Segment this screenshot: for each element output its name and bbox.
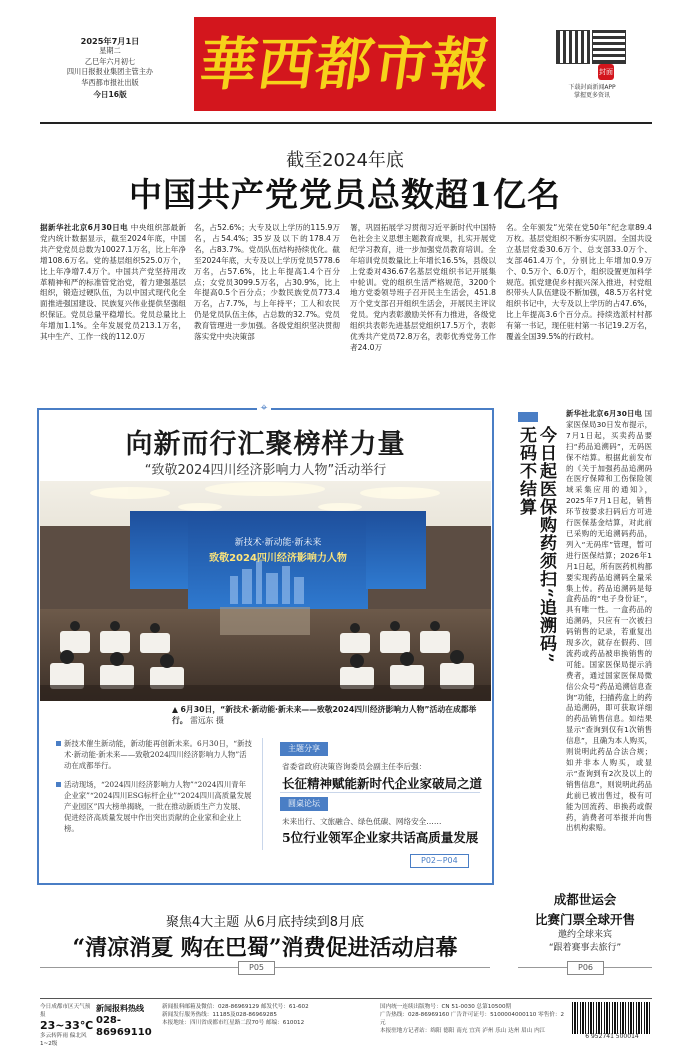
lead-kicker: 截至2024年底 xyxy=(286,150,404,171)
feature-bullets xyxy=(56,738,252,842)
event-photo[interactable] xyxy=(40,481,491,701)
hotline-block xyxy=(96,1003,158,1039)
barcode-number: 6 952741 500014 xyxy=(585,1033,639,1040)
photo-credit: 雷远东 摄 xyxy=(190,716,224,725)
weather-temp: 23~33℃ xyxy=(40,1019,94,1032)
publication-line: 广告热线：028-86969160 广告许可证号：5100004000110 零售价：2元 xyxy=(380,1012,565,1026)
title-marker xyxy=(518,412,538,422)
qr-caption-line1: 下载封面新闻APP xyxy=(568,84,616,91)
lead-headline[interactable]: 中国共产党党员总数超1亿名 xyxy=(129,175,561,214)
caption-text: 6月30日，“新技术·新动能·新未来——致敬2024四川经济影响力人物”活动在成都举行。 xyxy=(172,705,477,725)
lead-column-2 xyxy=(194,223,340,355)
barcode-icon xyxy=(572,1002,652,1034)
bottom-kicker: 聚焦4大主题 从6月底持续到8月底 xyxy=(166,915,364,930)
hotline-label: 新闻报料热线 xyxy=(96,1004,144,1013)
games-title1: 成都世运会 xyxy=(553,892,617,907)
games-sub1: 邀约全球来宾 xyxy=(557,930,612,940)
publication-line: 本报驻地方记者站：绵阳 德阳 南充 宜宾 泸州 乐山 达州 眉山 内江 xyxy=(380,1028,546,1034)
bottom-page-ref[interactable]: P05 xyxy=(238,961,275,975)
topic2-headline[interactable]: 5位行业领军企业家共话高质量发展 xyxy=(282,830,479,845)
sponsor-line: 四川日报报业集团主管主办 xyxy=(66,67,154,77)
games-page-ref[interactable]: P06 xyxy=(567,961,604,975)
newspaper-title: 華西都市報 xyxy=(195,30,495,98)
qr-caption xyxy=(552,84,632,100)
lead-text-3: 署，巩固拓展学习贯彻习近平新时代中国特色社会主义思想主题教育成果，扎实开展党纪学习教育，进一步加强党员教育培训。全年培训党员数量比上年增长16.5%，县级以上党委对436.67名基层党组织书记开展集中轮训。党的组织生活严格规范，3200个地方党委领导班子召开民主生活会，451.8万个党支部召开组织生活会，开展民主评议党员。党内表彰激励关怀有力推进，各级党组织共表彰先进基层党组织17.5万个，表彰优秀共产党员72.8万名，表彰优秀党务工作者24.0万 xyxy=(350,223,496,352)
side-story-body xyxy=(566,409,652,849)
contact-line: 新闻发行服务热线：11185及028-86969285 xyxy=(162,1012,277,1018)
topic2-subjects: 未来出行、文旅融合、绿色低碳、网络安全…… xyxy=(282,817,442,826)
masthead-info xyxy=(40,36,180,100)
lunar-date: 乙巳年六月初七 xyxy=(84,56,136,66)
app-logo-icon: 封面 xyxy=(598,64,614,80)
games-title2: 比赛门票全球开售 xyxy=(534,912,635,927)
feature-page-ref[interactable]: P02~P04 xyxy=(410,854,469,868)
side-dateline: 新华社北京6月30日电 xyxy=(566,409,643,418)
topic1-tag: 主题分享 xyxy=(280,742,328,756)
games-box[interactable] xyxy=(518,890,652,953)
contact-line: 新闻报料邮箱及微信：028-86969129 邮发代号：61-602 xyxy=(162,1004,309,1010)
issue-date: 2025年7月1日 xyxy=(80,36,140,46)
lead-text-4: 名。全年颁发“光荣在党50年”纪念章89.4万枚。基层党组织不断夯实巩固。全国共设立基层党委30.6万个、总支部33.0万个、支部461.4万个，分别比上年增加0.9万个、0.5万个、6.0万个，组织设置更加科学规范。抓党建促乡村振兴深入推进，村党组织带头人队伍建设不断加强，48.5万名村党组织书记中，大专及以上学历的占47.6%，比上年提高3.6个百分点。持续选派村村都有第一书记，现任驻村第一书记19.2万名，覆盖全国39.5%的行政村。 xyxy=(506,223,652,342)
publication-line: 国内统一连续出版物号：CN 51-0030 总第10500期 xyxy=(380,1004,512,1010)
side-story-title[interactable] xyxy=(518,412,556,768)
side-title-line1: 无码不结算 xyxy=(516,426,536,516)
bottom-headline[interactable]: “清凉消夏 购在巴蜀”消费促进活动启幕 xyxy=(72,935,458,961)
feature-divider xyxy=(262,738,263,850)
screen-slogan: 新技术·新动能·新未来 xyxy=(234,538,322,548)
feature-subtitle: “致敬2024四川经济影响力人物”活动举行 xyxy=(144,463,387,478)
bullet-item: 新技术催生新动能，新动能再创新未来。6月30日，“新技术·新动能·新未来——致敬2024四川经济影响力人物”活动在成都举行。 xyxy=(56,738,252,771)
contact-block xyxy=(162,1003,374,1027)
screen-title: 致敬2024四川经济影响力人物 xyxy=(209,553,347,564)
qr-code-icon xyxy=(592,30,626,64)
weather-block xyxy=(40,1003,92,1048)
feature-title[interactable]: 向新而行汇聚榜样力量 xyxy=(125,429,406,460)
weather-label: 今日成都市区天气预报 xyxy=(40,1004,91,1018)
qr-code-icon xyxy=(556,30,590,64)
issue-weekday: 星期二 xyxy=(99,46,121,56)
qr-caption-line2: 掌握更多资讯 xyxy=(573,92,610,99)
publisher-line: 华西都市报社出版 xyxy=(81,77,139,87)
publication-block xyxy=(380,1003,568,1035)
topic1-speaker: 省委省政府决策咨询委员会副主任李后强： xyxy=(282,762,427,771)
contact-line: 本报地址：四川省成都市红星路二段70号 邮编：610012 xyxy=(162,1020,305,1026)
caption-arrow-icon: ▲ xyxy=(172,705,178,714)
lead-column-4 xyxy=(506,223,652,355)
lead-column-3 xyxy=(350,223,496,355)
bullet-item: 活动现场，“2024四川经济影响力人物”“2024四川青年企业家”“2024四川ESG标杆企业”“2024四川高质量发展产业园区”四大榜单揭晓，一批在推动新质生产力发展、促进经济高质量发展中作出突出贡献的企业家和企业上榜。 xyxy=(56,779,252,834)
location-pin-icon: ⌖ xyxy=(257,400,271,414)
header-divider xyxy=(40,122,652,124)
hotline-number[interactable]: 028-86969110 xyxy=(96,1015,152,1038)
photo-caption xyxy=(40,702,491,730)
lead-dateline: 据新华社北京6月30日电 xyxy=(40,223,128,232)
topic1-headline[interactable]: 长征精神赋能新时代企业家破局之道 xyxy=(282,776,483,791)
side-text: 国家医保局30日发布提示，7月1日起，买卖药品要扫“药品追溯码”，无码医保不结算。根据此前发布的《关于加强药品追溯码在医疗保障和工伤保险领域采集应用的通知》，2025年7月1日起，销售环节按要求扫码后方可进行医保基金结算，对此前已采购的无追溯码药品，列入“无码库”管理，暂可进行医保结算；2026年1月1日起，所有医药机构都要实现药品追溯码全量采集上传。药品追溯码是每盒药品的“电子身份证”，具有唯一性。一盒药品的追溯码，只应有一次被扫码销售的记录，若重复出现多次，就存在假药、回流药或药品被串换销售的可能。国家医保局提示消费者，通过国家医保局微信公众号“药品追溯信息查询”功能，扫描药盒上的药品追溯码，即可获取详细的药品销售信息。如结果显示“查询到仅有1次销售信息”，且确为本人购买，则说明此药品合法合规；如并非本人购买，或显示“查询到有2次及以上的销售信息”，则说明此药品此前已被出售过，极有可能为回流药、串换药或假药，消费者可举报并向售出机构索赔。 xyxy=(566,409,652,833)
newspaper-logo xyxy=(194,17,496,111)
lead-text-1: 中央组织部最新党内统计数据显示，截至2024年底，中国共产党党员总数为10027.1万名，比上年净增108.6万名。党的基层组织525.0万个，比上年净增7.4万个。中国共产党坚持用改革精神和严的标准管党治党，着力建强基层组织，锻造过硬队伍，为以中国式现代化全面推进强国建设、民族复兴伟业提供坚强组织保证。党员总量平稳增长。党员总量比上年增加1.1%。全年发展党员213.1万名，其中生产、工作一线的112.0万 xyxy=(40,223,186,342)
edition-count: 今日16版 xyxy=(93,90,127,100)
games-sub2: “跟着赛事去旅行” xyxy=(548,943,622,953)
lead-column-1 xyxy=(40,223,186,355)
lead-text-2: 名，占52.6%；大专及以上学历的115.9万名，占54.4%；35岁及以下的178.4万名，占83.7%。党员队伍结构持续优化。截至2024年底，大专及以上学历党员5778.6万名，占57.6%，比上年提高1.4个百分点；女党员3099.5万名，占30.9%，比上年提高0.5个百分点；少数民族党员773.4万名，占7.7%，与上年持平；工人和农民仍是党员队伍主体，占总数的32.7%。党员教育管理进一步加强。各级党组织坚决贯彻落实党中央决策部 xyxy=(194,223,340,342)
weather-desc: 多云转阵雨 偏北风1~2级 xyxy=(40,1033,87,1047)
topic-divider xyxy=(280,792,480,793)
side-title-line2: 今日起医保购药须扫“追溯码” xyxy=(536,426,556,664)
topic2-tag: 圆桌论坛 xyxy=(280,797,328,811)
footer xyxy=(40,998,652,1047)
